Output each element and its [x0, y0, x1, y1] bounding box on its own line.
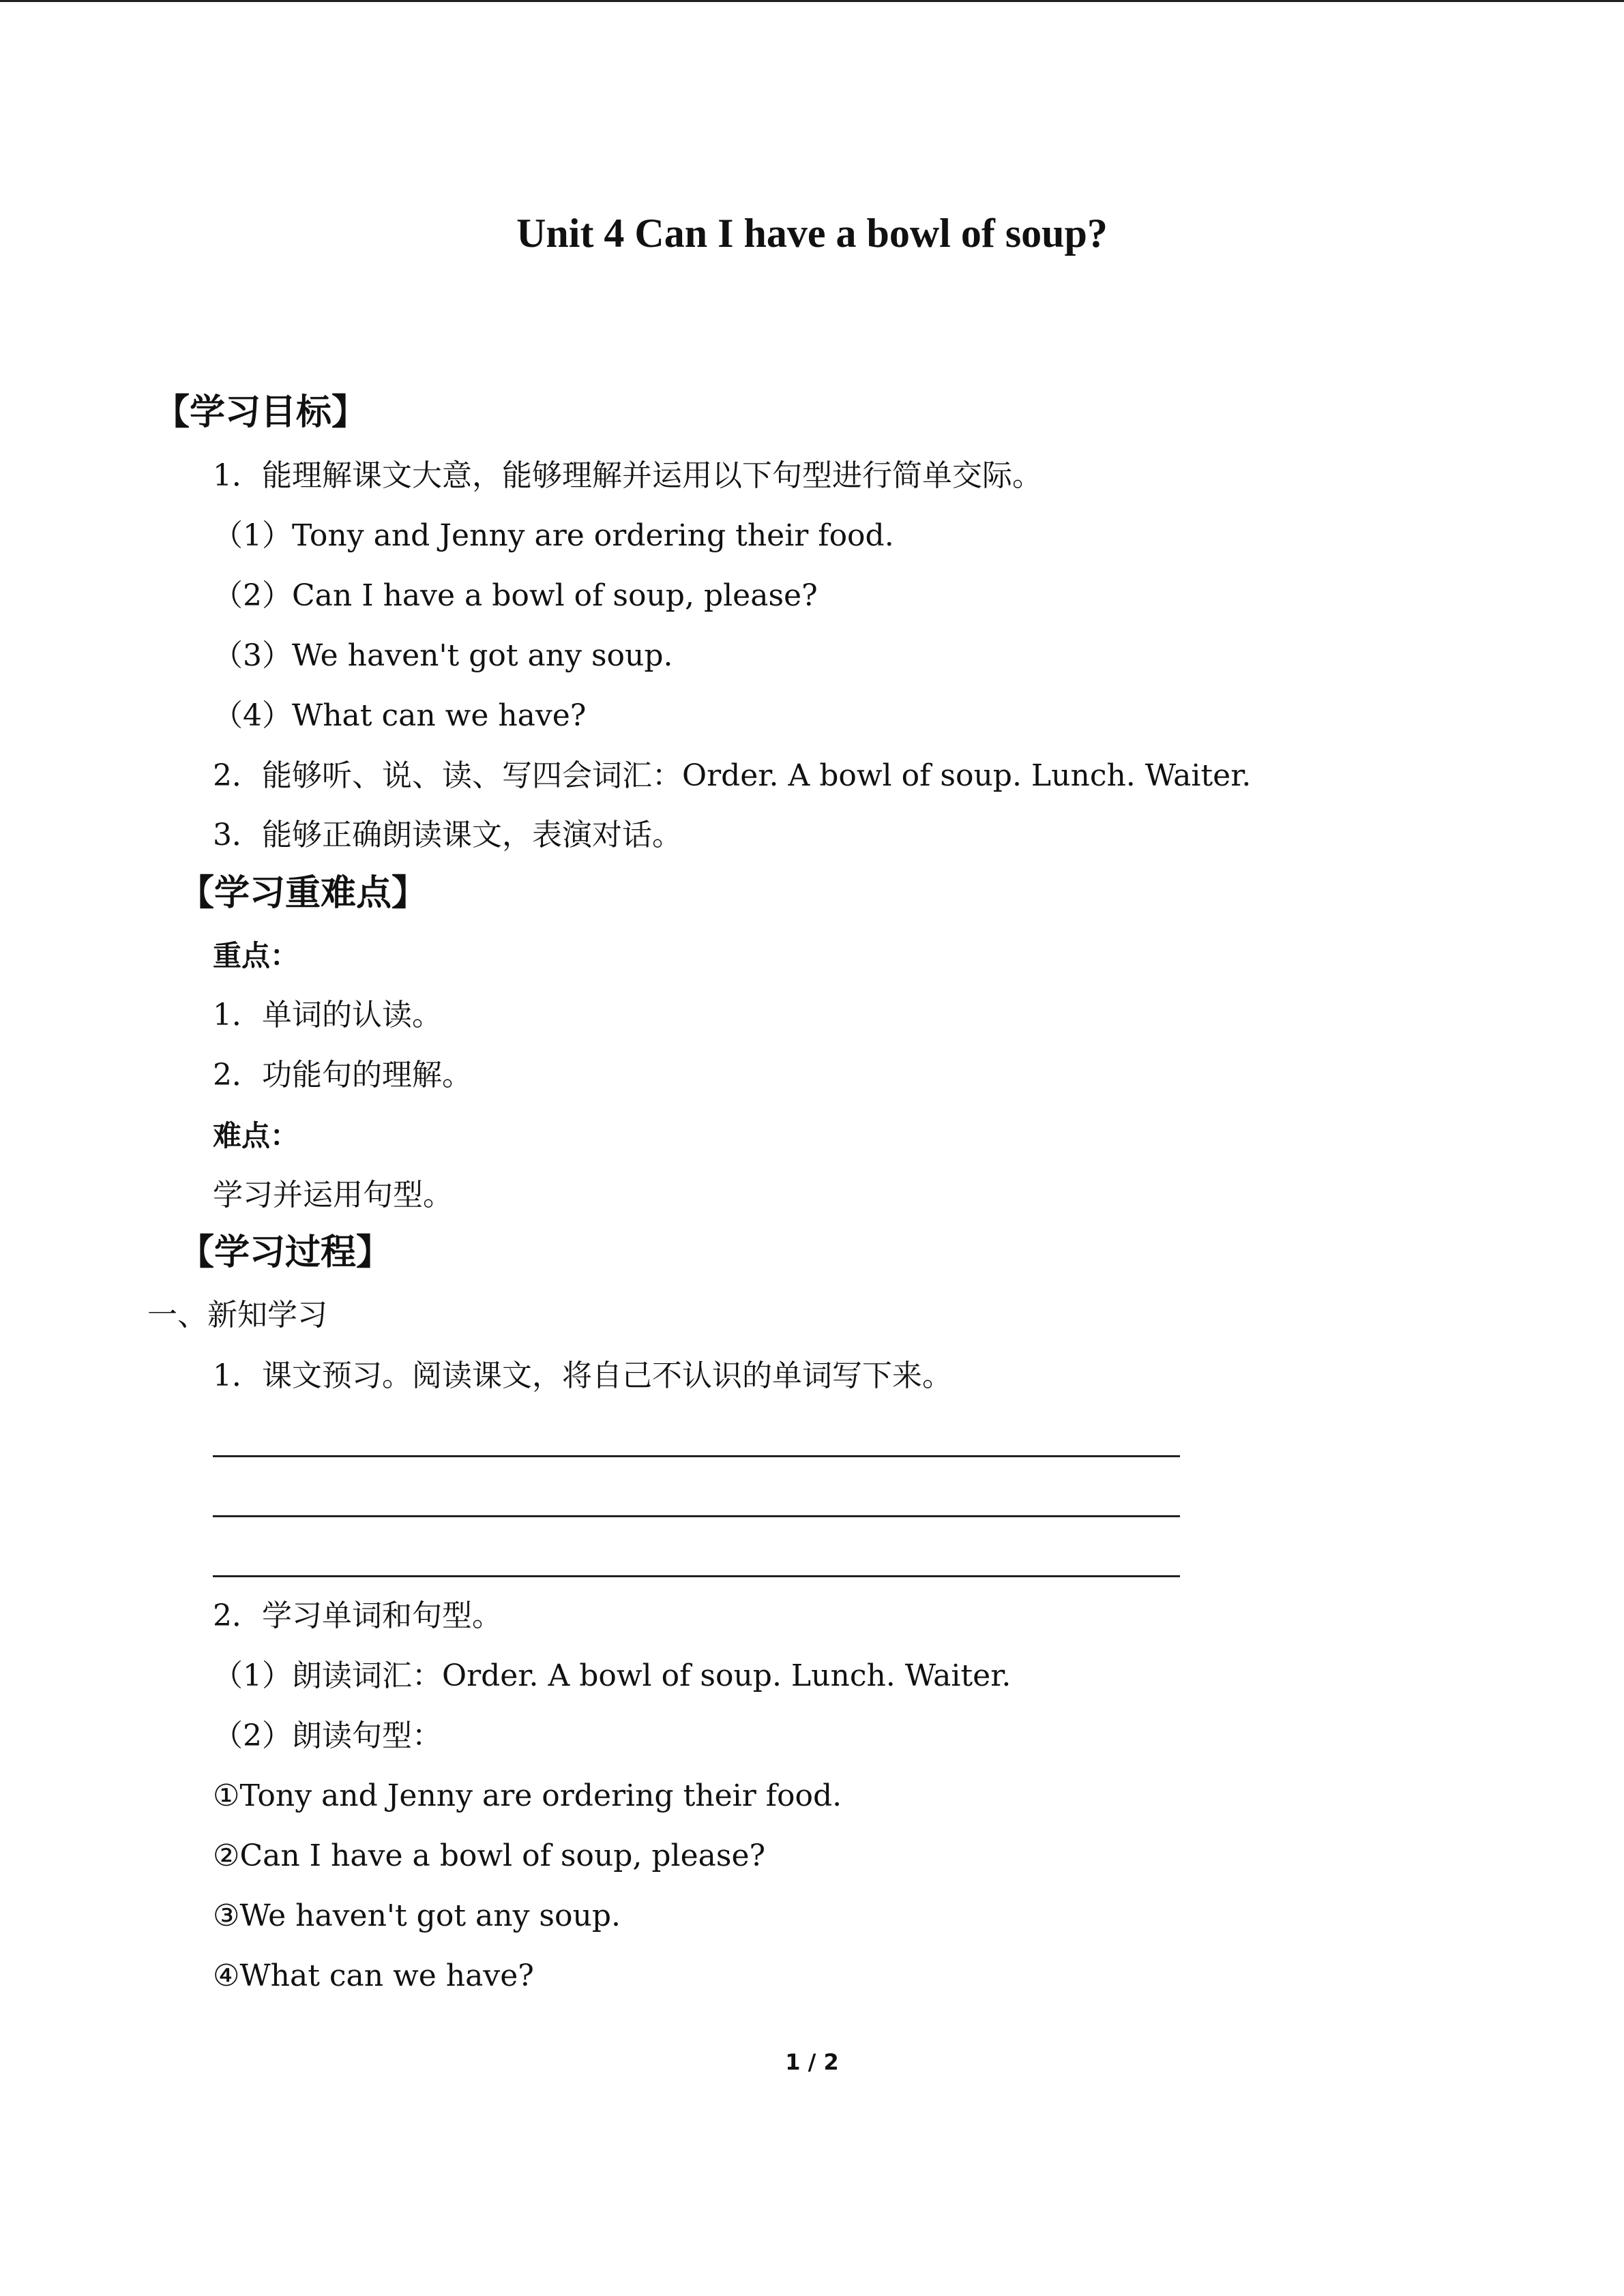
goals-heading: 【学习目标】 [154, 392, 368, 433]
part-one-title: 一、新知学习 [147, 1298, 327, 1332]
sentence-item: ①Tony and Jenny are ordering their food. [213, 1778, 842, 1813]
goal-item: （1）Tony and Jenny are ordering their food. [213, 518, 894, 553]
page-number: 1 / 2 [785, 2049, 839, 2075]
goal-item: 2．能够听、说、读、写四会词汇：Order. A bowl of soup. Lunch. Waiter. [213, 758, 1252, 793]
sentence-item: ③We haven't got any soup. [213, 1898, 621, 1933]
document-title: Unit 4 Can I have a bowl of soup? [516, 211, 1108, 256]
goal-item: 3．能够正确朗读课文，表演对话。 [213, 818, 682, 852]
answer-blank-line [213, 1575, 1180, 1577]
goal-item: （2）Can I have a bowl of soup, please? [213, 578, 818, 613]
goal-item: （3）We haven't got any soup. [213, 638, 673, 673]
difficulty-item: 学习并运用句型。 [213, 1178, 453, 1212]
difficulty-label: 难点： [213, 1119, 299, 1152]
page-top-border [0, 0, 1624, 2]
focus-item: 2．功能句的理解。 [213, 1058, 472, 1092]
focus-label: 重点： [213, 939, 299, 972]
read-sentences-text: （2）朗读句型： [213, 1718, 442, 1753]
step-one-text: 1．课文预习。阅读课文，将自己不认识的单词写下来。 [213, 1358, 952, 1393]
goal-item: （4）What can we have? [213, 698, 587, 733]
step-two-text: 2．学习单词和句型。 [213, 1598, 502, 1633]
sentence-item: ④What can we have? [213, 1958, 534, 1993]
key-points-heading: 【学习重难点】 [179, 873, 428, 914]
answer-blank-line [213, 1455, 1180, 1457]
answer-blank-line [213, 1515, 1180, 1517]
sentence-item: ②Can I have a bowl of soup, please? [213, 1838, 766, 1873]
read-vocab-text: （1）朗读词汇：Order. A bowl of soup. Lunch. Waiter. [213, 1658, 1012, 1693]
focus-item: 1．单词的认读。 [213, 998, 442, 1032]
goal-item: 1．能理解课文大意，能够理解并运用以下句型进行简单交际。 [213, 458, 1042, 493]
process-heading: 【学习过程】 [179, 1232, 392, 1273]
